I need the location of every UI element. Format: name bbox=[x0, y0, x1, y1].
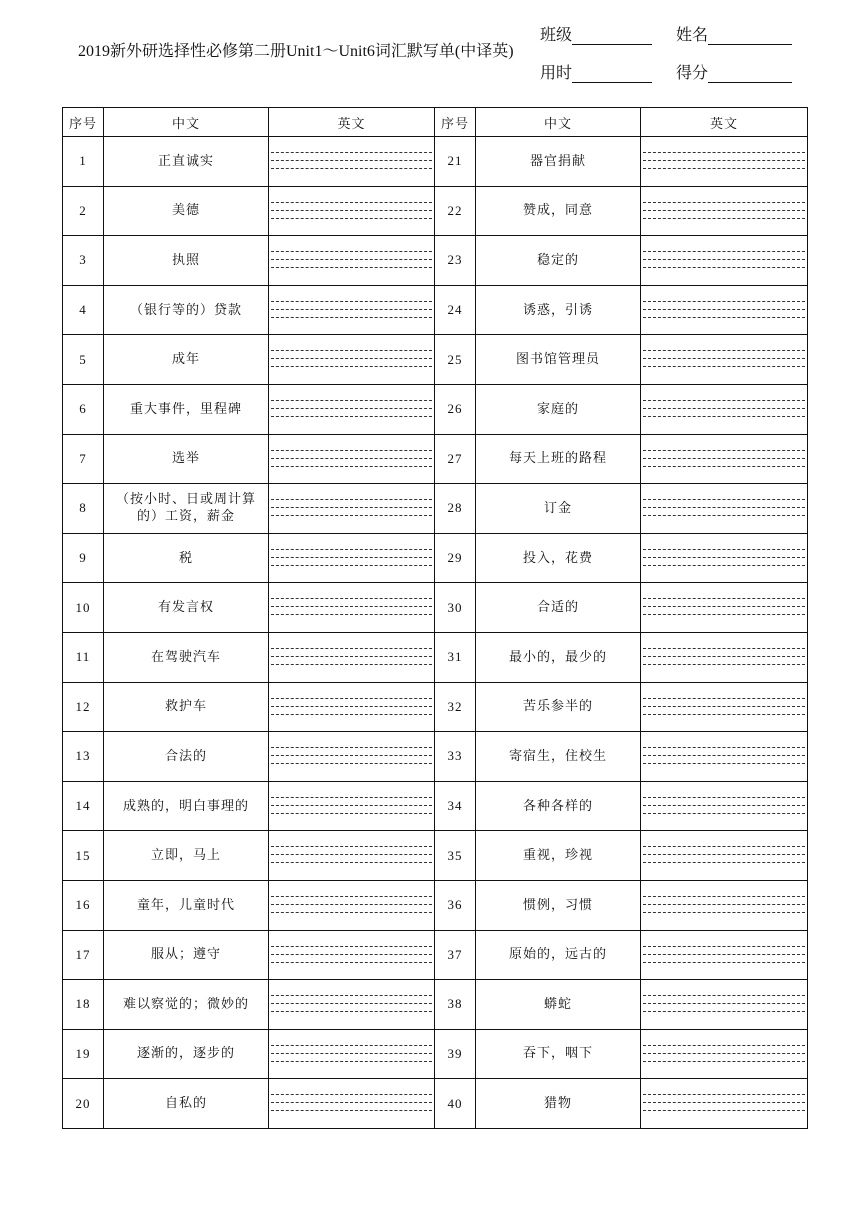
english-answer-blank[interactable] bbox=[641, 682, 808, 732]
item-number: 17 bbox=[63, 930, 104, 980]
writing-line bbox=[271, 706, 432, 707]
writing-line bbox=[271, 507, 432, 508]
writing-line bbox=[271, 797, 432, 798]
score-blank[interactable] bbox=[708, 66, 792, 83]
table-row bbox=[63, 285, 808, 335]
writing-line bbox=[271, 152, 432, 153]
writing-line bbox=[643, 350, 805, 351]
chinese-term: 美德 bbox=[104, 186, 269, 236]
writing-line bbox=[643, 1110, 805, 1111]
writing-line bbox=[643, 698, 805, 699]
time-label: 用时 bbox=[540, 63, 573, 82]
writing-line bbox=[643, 202, 805, 203]
item-number: 20 bbox=[63, 1079, 104, 1129]
vocab-table bbox=[62, 107, 808, 1129]
writing-line bbox=[271, 854, 432, 855]
writing-line bbox=[643, 358, 805, 359]
writing-line bbox=[643, 210, 805, 211]
time-field[interactable] bbox=[540, 60, 652, 83]
writing-line bbox=[643, 648, 805, 649]
table-row bbox=[63, 384, 808, 434]
item-number: 2 bbox=[63, 186, 104, 236]
writing-line bbox=[643, 714, 805, 715]
writing-line bbox=[643, 862, 805, 863]
writing-line bbox=[643, 168, 805, 169]
item-number: 1 bbox=[63, 137, 104, 187]
writing-line bbox=[271, 557, 432, 558]
writing-line bbox=[271, 1003, 432, 1004]
writing-line bbox=[643, 606, 805, 607]
chinese-term: 赞成，同意 bbox=[476, 186, 641, 236]
writing-line bbox=[271, 606, 432, 607]
english-answer-blank[interactable] bbox=[641, 137, 808, 187]
table-row bbox=[63, 1029, 808, 1079]
table-row bbox=[63, 137, 808, 187]
writing-line bbox=[271, 1110, 432, 1111]
chinese-term: 稳定的 bbox=[476, 236, 641, 286]
chinese-term: 吞下，咽下 bbox=[476, 1029, 641, 1079]
writing-line bbox=[271, 549, 432, 550]
writing-line bbox=[643, 466, 805, 467]
writing-line bbox=[643, 912, 805, 913]
header-english-left: 英文 bbox=[269, 108, 435, 137]
item-number: 15 bbox=[63, 831, 104, 881]
writing-line bbox=[643, 309, 805, 310]
writing-line bbox=[271, 896, 432, 897]
chinese-term: 选举 bbox=[104, 434, 269, 484]
writing-line bbox=[643, 400, 805, 401]
writing-line bbox=[643, 896, 805, 897]
class-field[interactable] bbox=[540, 22, 652, 45]
chinese-term: 自私的 bbox=[104, 1079, 269, 1129]
item-number: 23 bbox=[435, 236, 476, 286]
table-row bbox=[63, 831, 808, 881]
writing-line bbox=[643, 565, 805, 566]
writing-line bbox=[271, 656, 432, 657]
chinese-term: 原始的，远古的 bbox=[476, 930, 641, 980]
writing-line bbox=[271, 317, 432, 318]
chinese-term: 订金 bbox=[476, 484, 641, 534]
writing-line bbox=[271, 400, 432, 401]
writing-line bbox=[643, 854, 805, 855]
writing-line bbox=[643, 259, 805, 260]
english-answer-blank[interactable] bbox=[269, 682, 435, 732]
writing-line bbox=[271, 598, 432, 599]
english-answer-blank[interactable] bbox=[641, 781, 808, 831]
item-number: 37 bbox=[435, 930, 476, 980]
item-number: 11 bbox=[63, 632, 104, 682]
table-row bbox=[63, 980, 808, 1030]
item-number: 27 bbox=[435, 434, 476, 484]
item-number: 18 bbox=[63, 980, 104, 1030]
name-blank[interactable] bbox=[708, 28, 792, 45]
english-answer-blank[interactable] bbox=[641, 632, 808, 682]
writing-line bbox=[643, 1094, 805, 1095]
writing-line bbox=[271, 995, 432, 996]
chinese-term: 税 bbox=[104, 533, 269, 583]
writing-line bbox=[271, 202, 432, 203]
english-answer-blank[interactable] bbox=[269, 1079, 435, 1129]
writing-line bbox=[643, 1011, 805, 1012]
chinese-term: 成年 bbox=[104, 335, 269, 385]
writing-line bbox=[271, 458, 432, 459]
english-answer-blank[interactable] bbox=[641, 484, 808, 534]
writing-line bbox=[643, 755, 805, 756]
item-number: 29 bbox=[435, 533, 476, 583]
item-number: 7 bbox=[63, 434, 104, 484]
english-answer-blank[interactable] bbox=[269, 930, 435, 980]
chinese-term: 服从；遵守 bbox=[104, 930, 269, 980]
writing-line bbox=[271, 160, 432, 161]
chinese-term: 合法的 bbox=[104, 732, 269, 782]
item-number: 22 bbox=[435, 186, 476, 236]
chinese-term: 合适的 bbox=[476, 583, 641, 633]
writing-line bbox=[643, 515, 805, 516]
writing-line bbox=[271, 259, 432, 260]
english-answer-blank[interactable] bbox=[641, 236, 808, 286]
english-answer-blank[interactable] bbox=[641, 533, 808, 583]
writing-line bbox=[643, 317, 805, 318]
writing-line bbox=[271, 1011, 432, 1012]
writing-line bbox=[271, 747, 432, 748]
chinese-term: 童年，儿童时代 bbox=[104, 880, 269, 930]
chinese-term: 在驾驶汽车 bbox=[104, 632, 269, 682]
chinese-term: 每天上班的路程 bbox=[476, 434, 641, 484]
item-number: 19 bbox=[63, 1029, 104, 1079]
item-number: 38 bbox=[435, 980, 476, 1030]
english-answer-blank[interactable] bbox=[269, 583, 435, 633]
english-answer-blank[interactable] bbox=[641, 980, 808, 1030]
item-number: 12 bbox=[63, 682, 104, 732]
writing-line bbox=[271, 358, 432, 359]
chinese-term: 立即，马上 bbox=[104, 831, 269, 881]
writing-line bbox=[643, 450, 805, 451]
writing-line bbox=[643, 507, 805, 508]
item-number: 35 bbox=[435, 831, 476, 881]
writing-line bbox=[643, 557, 805, 558]
writing-line bbox=[271, 565, 432, 566]
item-number: 25 bbox=[435, 335, 476, 385]
chinese-term: 各种各样的 bbox=[476, 781, 641, 831]
chinese-term: 正直诚实 bbox=[104, 137, 269, 187]
writing-line bbox=[271, 664, 432, 665]
writing-line bbox=[643, 251, 805, 252]
english-answer-blank[interactable] bbox=[269, 1029, 435, 1079]
writing-line bbox=[643, 416, 805, 417]
chinese-term: 有发言权 bbox=[104, 583, 269, 633]
writing-line bbox=[271, 466, 432, 467]
english-answer-blank[interactable] bbox=[269, 980, 435, 1030]
chinese-term: 成熟的，明白事理的 bbox=[104, 781, 269, 831]
writing-line bbox=[271, 450, 432, 451]
english-answer-blank[interactable] bbox=[641, 930, 808, 980]
table-row bbox=[63, 533, 808, 583]
writing-line bbox=[271, 267, 432, 268]
writing-line bbox=[271, 1061, 432, 1062]
chinese-term: 苦乐参半的 bbox=[476, 682, 641, 732]
writing-line bbox=[271, 946, 432, 947]
item-number: 34 bbox=[435, 781, 476, 831]
table-row bbox=[63, 632, 808, 682]
writing-line bbox=[271, 251, 432, 252]
writing-line bbox=[643, 267, 805, 268]
item-number: 4 bbox=[63, 285, 104, 335]
english-answer-blank[interactable] bbox=[269, 831, 435, 881]
writing-line bbox=[643, 706, 805, 707]
chinese-term: 救护车 bbox=[104, 682, 269, 732]
writing-line bbox=[643, 301, 805, 302]
item-number: 40 bbox=[435, 1079, 476, 1129]
writing-line bbox=[643, 664, 805, 665]
table-row bbox=[63, 335, 808, 385]
table-row bbox=[63, 682, 808, 732]
chinese-term: 难以察觉的；微妙的 bbox=[104, 980, 269, 1030]
english-answer-blank[interactable] bbox=[269, 384, 435, 434]
writing-line bbox=[643, 962, 805, 963]
chinese-term: 器官捐献 bbox=[476, 137, 641, 187]
writing-line bbox=[271, 301, 432, 302]
chinese-term: 重视，珍视 bbox=[476, 831, 641, 881]
writing-line bbox=[271, 499, 432, 500]
header-num-left: 序号 bbox=[63, 108, 104, 137]
writing-line bbox=[271, 846, 432, 847]
writing-line bbox=[643, 598, 805, 599]
writing-line bbox=[271, 515, 432, 516]
writing-line bbox=[271, 714, 432, 715]
chinese-term: 逐渐的，逐步的 bbox=[104, 1029, 269, 1079]
writing-line bbox=[643, 366, 805, 367]
table-row bbox=[63, 732, 808, 782]
item-number: 3 bbox=[63, 236, 104, 286]
writing-line bbox=[271, 755, 432, 756]
chinese-term: 重大事件，里程碑 bbox=[104, 384, 269, 434]
table-row bbox=[63, 186, 808, 236]
english-answer-blank[interactable] bbox=[269, 533, 435, 583]
english-answer-blank[interactable] bbox=[641, 384, 808, 434]
chinese-term: （银行等的）贷款 bbox=[104, 285, 269, 335]
item-number: 32 bbox=[435, 682, 476, 732]
english-answer-blank[interactable] bbox=[269, 137, 435, 187]
item-number: 14 bbox=[63, 781, 104, 831]
table-row bbox=[63, 583, 808, 633]
writing-line bbox=[271, 408, 432, 409]
header-chinese-right: 中文 bbox=[476, 108, 641, 137]
writing-line bbox=[271, 813, 432, 814]
writing-line bbox=[271, 862, 432, 863]
table-row bbox=[63, 236, 808, 286]
table-header-row bbox=[63, 108, 808, 137]
item-number: 28 bbox=[435, 484, 476, 534]
writing-line bbox=[643, 1053, 805, 1054]
english-answer-blank[interactable] bbox=[269, 335, 435, 385]
table-row bbox=[63, 880, 808, 930]
header-chinese-left: 中文 bbox=[104, 108, 269, 137]
chinese-term: 家庭的 bbox=[476, 384, 641, 434]
item-number: 16 bbox=[63, 880, 104, 930]
writing-line bbox=[271, 416, 432, 417]
writing-line bbox=[643, 458, 805, 459]
item-number: 13 bbox=[63, 732, 104, 782]
english-answer-blank[interactable] bbox=[641, 335, 808, 385]
table-row bbox=[63, 781, 808, 831]
item-number: 31 bbox=[435, 632, 476, 682]
writing-line bbox=[643, 813, 805, 814]
writing-line bbox=[271, 1053, 432, 1054]
item-number: 36 bbox=[435, 880, 476, 930]
english-answer-blank[interactable] bbox=[641, 1029, 808, 1079]
item-number: 21 bbox=[435, 137, 476, 187]
time-blank[interactable] bbox=[572, 66, 652, 83]
header-num-right: 序号 bbox=[435, 108, 476, 137]
english-answer-blank[interactable] bbox=[641, 880, 808, 930]
writing-line bbox=[643, 995, 805, 996]
writing-line bbox=[643, 1061, 805, 1062]
item-number: 10 bbox=[63, 583, 104, 633]
chinese-term: 寄宿生，住校生 bbox=[476, 732, 641, 782]
writing-line bbox=[643, 805, 805, 806]
english-answer-blank[interactable] bbox=[269, 186, 435, 236]
chinese-term: 诱惑，引诱 bbox=[476, 285, 641, 335]
writing-line bbox=[271, 210, 432, 211]
english-answer-blank[interactable] bbox=[269, 732, 435, 782]
english-answer-blank[interactable] bbox=[641, 583, 808, 633]
writing-line bbox=[643, 1003, 805, 1004]
table-body bbox=[63, 137, 808, 1129]
english-answer-blank[interactable] bbox=[641, 831, 808, 881]
chinese-term: 投入，花费 bbox=[476, 533, 641, 583]
english-answer-blank[interactable] bbox=[641, 732, 808, 782]
writing-line bbox=[643, 408, 805, 409]
score-label: 得分 bbox=[676, 63, 709, 82]
writing-line bbox=[643, 499, 805, 500]
item-number: 9 bbox=[63, 533, 104, 583]
writing-line bbox=[271, 1045, 432, 1046]
item-number: 30 bbox=[435, 583, 476, 633]
class-label: 班级 bbox=[540, 25, 573, 44]
writing-line bbox=[271, 904, 432, 905]
name-label: 姓名 bbox=[676, 25, 709, 44]
writing-line bbox=[271, 350, 432, 351]
header-english-right: 英文 bbox=[641, 108, 808, 137]
english-answer-blank[interactable] bbox=[269, 484, 435, 534]
chinese-term: 蟒蛇 bbox=[476, 980, 641, 1030]
writing-line bbox=[271, 614, 432, 615]
writing-line bbox=[643, 614, 805, 615]
item-number: 24 bbox=[435, 285, 476, 335]
chinese-term: （按小时、日或周计算的）工资，薪金 bbox=[104, 484, 269, 534]
writing-line bbox=[643, 763, 805, 764]
table-row bbox=[63, 484, 808, 534]
english-answer-blank[interactable] bbox=[269, 236, 435, 286]
chinese-term: 猎物 bbox=[476, 1079, 641, 1129]
item-number: 5 bbox=[63, 335, 104, 385]
table-row bbox=[63, 434, 808, 484]
writing-line bbox=[271, 962, 432, 963]
table-row bbox=[63, 930, 808, 980]
writing-line bbox=[643, 656, 805, 657]
writing-line bbox=[643, 1045, 805, 1046]
english-answer-blank[interactable] bbox=[641, 1079, 808, 1129]
writing-line bbox=[643, 218, 805, 219]
item-number: 8 bbox=[63, 484, 104, 534]
writing-line bbox=[643, 797, 805, 798]
writing-line bbox=[643, 946, 805, 947]
item-number: 33 bbox=[435, 732, 476, 782]
english-answer-blank[interactable] bbox=[641, 186, 808, 236]
english-answer-blank[interactable] bbox=[641, 434, 808, 484]
chinese-term: 图书馆管理员 bbox=[476, 335, 641, 385]
table-row bbox=[63, 1079, 808, 1129]
writing-line bbox=[271, 912, 432, 913]
chinese-term: 执照 bbox=[104, 236, 269, 286]
writing-line bbox=[271, 805, 432, 806]
english-answer-blank[interactable] bbox=[269, 285, 435, 335]
writing-line bbox=[271, 309, 432, 310]
page-title: 2019新外研选择性必修第二册Unit1～Unit6词汇默写单(中译英) bbox=[78, 43, 514, 60]
item-number: 26 bbox=[435, 384, 476, 434]
writing-line bbox=[271, 648, 432, 649]
writing-line bbox=[271, 954, 432, 955]
writing-line bbox=[643, 152, 805, 153]
item-number: 6 bbox=[63, 384, 104, 434]
writing-line bbox=[271, 218, 432, 219]
writing-line bbox=[643, 954, 805, 955]
writing-line bbox=[643, 846, 805, 847]
class-blank[interactable] bbox=[572, 28, 652, 45]
writing-line bbox=[643, 904, 805, 905]
writing-line bbox=[643, 747, 805, 748]
writing-line bbox=[643, 160, 805, 161]
name-field[interactable] bbox=[676, 22, 792, 45]
writing-line bbox=[271, 366, 432, 367]
english-answer-blank[interactable] bbox=[641, 285, 808, 335]
english-answer-blank[interactable] bbox=[269, 434, 435, 484]
writing-line bbox=[271, 763, 432, 764]
english-answer-blank[interactable] bbox=[269, 880, 435, 930]
item-number: 39 bbox=[435, 1029, 476, 1079]
writing-line bbox=[271, 1094, 432, 1095]
score-field[interactable] bbox=[676, 60, 792, 83]
chinese-term: 最小的，最少的 bbox=[476, 632, 641, 682]
writing-line bbox=[643, 1102, 805, 1103]
writing-line bbox=[643, 549, 805, 550]
english-answer-blank[interactable] bbox=[269, 781, 435, 831]
english-answer-blank[interactable] bbox=[269, 632, 435, 682]
writing-line bbox=[271, 698, 432, 699]
chinese-term: 惯例，习惯 bbox=[476, 880, 641, 930]
writing-line bbox=[271, 1102, 432, 1103]
writing-line bbox=[271, 168, 432, 169]
